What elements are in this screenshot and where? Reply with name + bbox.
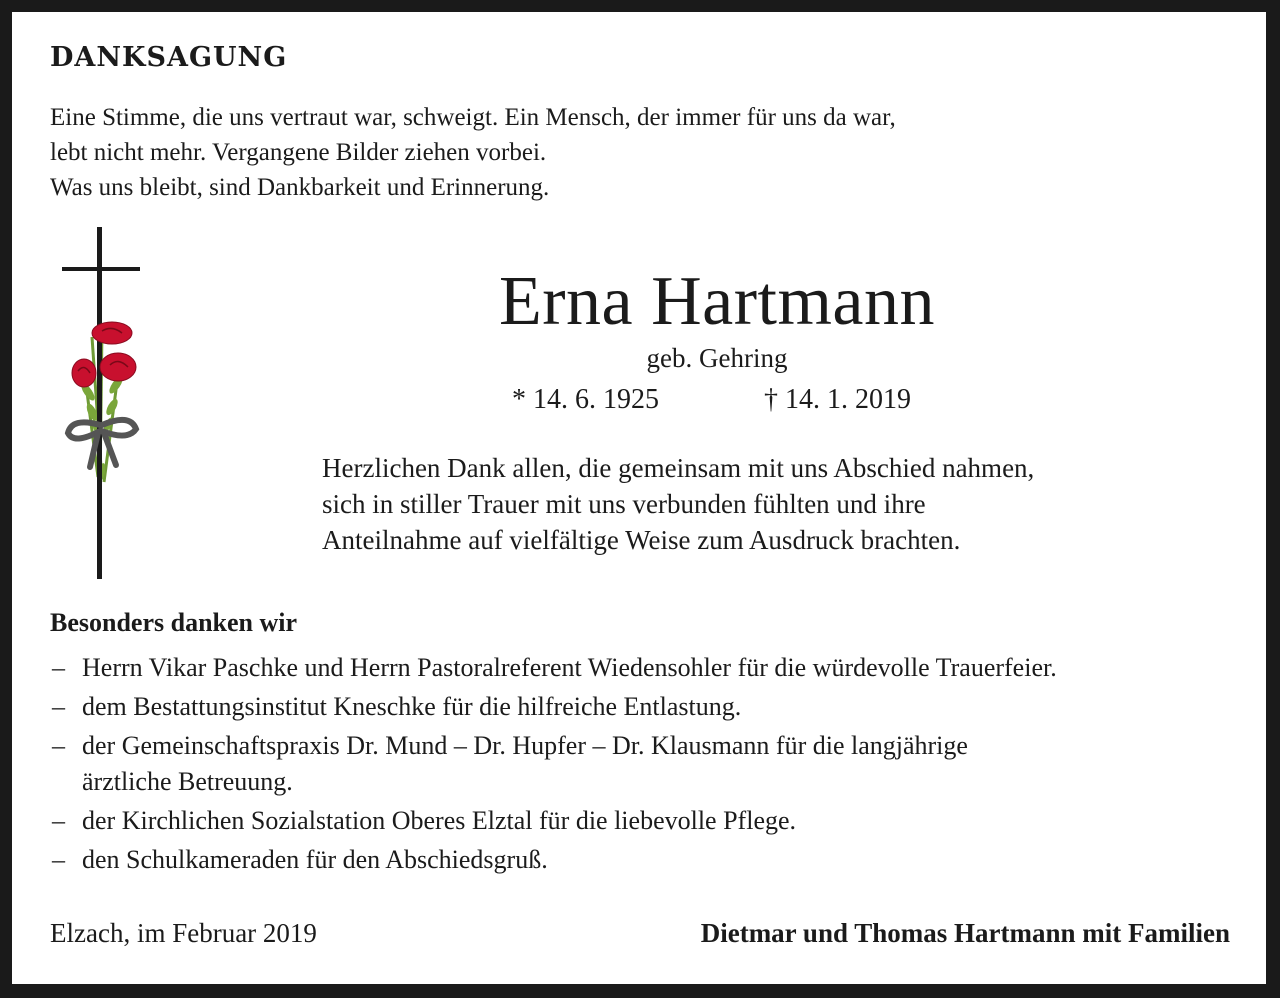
list-item (50, 842, 1057, 878)
dash-bullet: – (52, 692, 65, 721)
thanks-line: sich in stiller Trauer mit uns verbunden fühlten und ihre (322, 489, 926, 519)
special-thanks-list (50, 650, 1057, 881)
list-item (50, 689, 1057, 725)
thanks-text (322, 450, 1034, 558)
dash-bullet: – (52, 653, 65, 682)
list-item-text: der Gemeinschaftspraxis Dr. Mund – Dr. Hupfer – Dr. Klausmann für die langjährige (82, 731, 968, 760)
intro-line: lebt nicht mehr. Vergangene Bilder ziehen vorbei. (50, 139, 547, 166)
maiden-name: geb. Gehring (646, 343, 788, 373)
intro-line: Eine Stimme, die uns vertraut war, schweigt. Ein Mensch, der immer für uns da war, (50, 104, 896, 131)
list-item-text: der Kirchlichen Sozialstation Oberes Elztal für die liebevolle Pflege. (82, 806, 797, 835)
list-item-text: ärztliche Betreuung. (82, 767, 293, 796)
deceased-name: Erna Hartmann (498, 263, 936, 340)
obituary-card (12, 12, 1266, 984)
thanks-line: Anteilnahme auf vielfältige Weise zum Ausdruck brachten. (322, 525, 961, 555)
intro-line: Was uns bleibt, sind Dankbarkeit und Erinnerung. (50, 174, 550, 201)
list-item (50, 803, 1057, 839)
dash-bullet: – (52, 845, 65, 874)
list-item-text: Herrn Vikar Paschke und Herrn Pastoralreferent Wiedensohler für die würdevolle Trauerfeier. (82, 653, 1057, 682)
list-item (50, 728, 1057, 800)
list-item-text: den Schulkameraden für den Abschiedsgruß. (82, 845, 548, 874)
thanks-line: Herzlichen Dank allen, die gemeinsam mit uns Abschied nahmen, (322, 453, 1035, 483)
signature: Dietmar und Thomas Hartmann mit Familien (700, 918, 1230, 948)
death-date: † 14. 1. 2019 (764, 384, 911, 415)
intro-text (50, 100, 896, 205)
birth-date: * 14. 6. 1925 (512, 384, 659, 415)
dash-bullet: – (52, 731, 65, 760)
list-item-text: dem Bestattungsinstitut Kneschke für die hilfreiche Entlastung. (82, 692, 742, 721)
dash-bullet: – (52, 806, 65, 835)
list-item (50, 650, 1057, 686)
special-thanks-heading: Besonders danken wir (50, 608, 298, 637)
heading: DANKSAGUNG (50, 42, 288, 73)
place-date: Elzach, im Februar 2019 (50, 918, 317, 948)
